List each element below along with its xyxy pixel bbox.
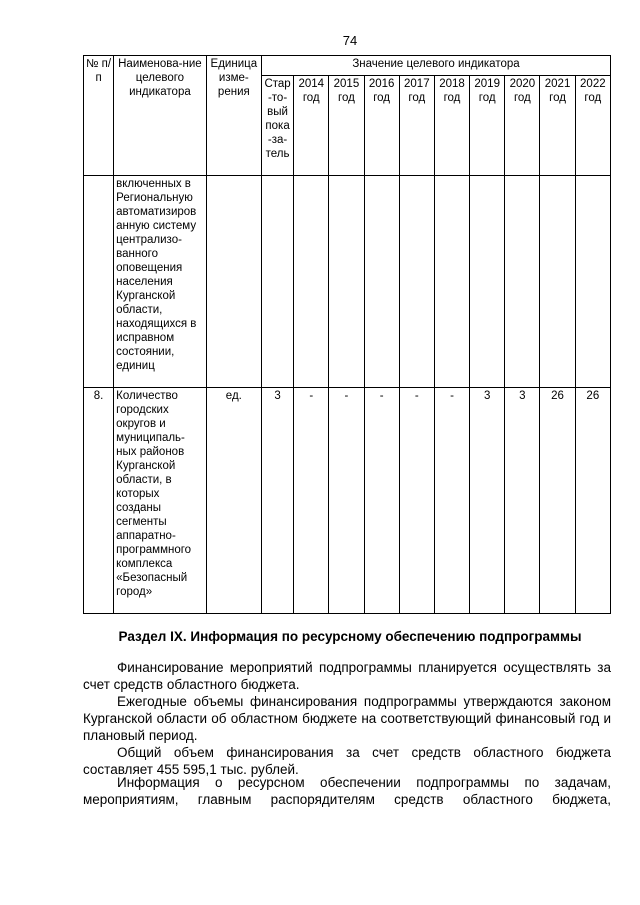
row-value: -	[434, 388, 469, 614]
row-value: -	[294, 388, 329, 614]
row-baseline: 3	[261, 388, 293, 614]
page-number: 74	[342, 33, 358, 48]
row-num: 8.	[84, 388, 114, 614]
header-year: 2014 год	[294, 76, 329, 176]
indicator-table	[83, 55, 611, 614]
row-num	[84, 176, 114, 388]
section-heading: Раздел IX. Информация по ресурсному обеспечению подпрограммы	[118, 629, 582, 644]
row-value	[364, 176, 399, 388]
row-value: 26	[575, 388, 610, 614]
row-value	[434, 176, 469, 388]
row-value	[575, 176, 610, 388]
row-value: -	[399, 388, 434, 614]
header-year: 2017 год	[399, 76, 434, 176]
row-value	[470, 176, 505, 388]
row-unit: ед.	[206, 388, 261, 614]
table-row	[84, 176, 611, 388]
paragraph: Финансирование мероприятий подпрограммы планируется осуществлять за счет средств областного бюджета.	[83, 660, 611, 692]
row-value	[294, 176, 329, 388]
header-year: 2021 год	[540, 76, 575, 176]
paragraph: Общий объем финансирования за счет средств областного бюджета составляет 455 595,1 тыс. рублей.	[83, 745, 611, 777]
row-value: 3	[505, 388, 540, 614]
paragraph: Информация о ресурсном обеспечении подпрограммы по задачам, мероприятиям, главным распорядителям средств областного бюджета,	[83, 775, 611, 807]
header-year: 2020 год	[505, 76, 540, 176]
header-year: 2015 год	[329, 76, 364, 176]
header-row-1	[84, 56, 611, 76]
header-year: 2022 год	[575, 76, 610, 176]
row-value: 26	[540, 388, 575, 614]
header-baseline: Стар-то-вый пока-за-тель	[261, 76, 293, 176]
row-value	[399, 176, 434, 388]
header-indicator-name: Наименова-ние целевого индикатора	[114, 56, 207, 176]
header-unit: Единица изме-рения	[206, 56, 261, 176]
paragraph: Ежегодные объемы финансирования подпрограммы утверждаются законом Курганской области об областном бюджете на соответствующий финансовый год и плановый период.	[83, 694, 611, 743]
row-indicator-name: Количество городских округов и муниципаль-ных районов Курганской области, в которых созданы сегменты аппаратно-программного комплекса «Безопасный город»	[114, 388, 207, 614]
header-num: № п/п	[84, 56, 114, 176]
row-value	[505, 176, 540, 388]
row-value	[329, 176, 364, 388]
row-value: -	[329, 388, 364, 614]
row-value	[540, 176, 575, 388]
table-row	[84, 388, 611, 614]
row-value: -	[364, 388, 399, 614]
row-value: 3	[470, 388, 505, 614]
header-year: 2019 год	[470, 76, 505, 176]
row-unit	[206, 176, 261, 388]
header-year: 2016 год	[364, 76, 399, 176]
row-baseline	[261, 176, 293, 388]
header-value-group: Значение целевого индикатора	[261, 56, 610, 76]
row-indicator-name: включенных в Региональную автоматизиров анную систему централизо-ванного оповещения населения Курганской области, находящихся в исправном состоянии, единиц	[114, 176, 207, 388]
header-year: 2018 год	[434, 76, 469, 176]
